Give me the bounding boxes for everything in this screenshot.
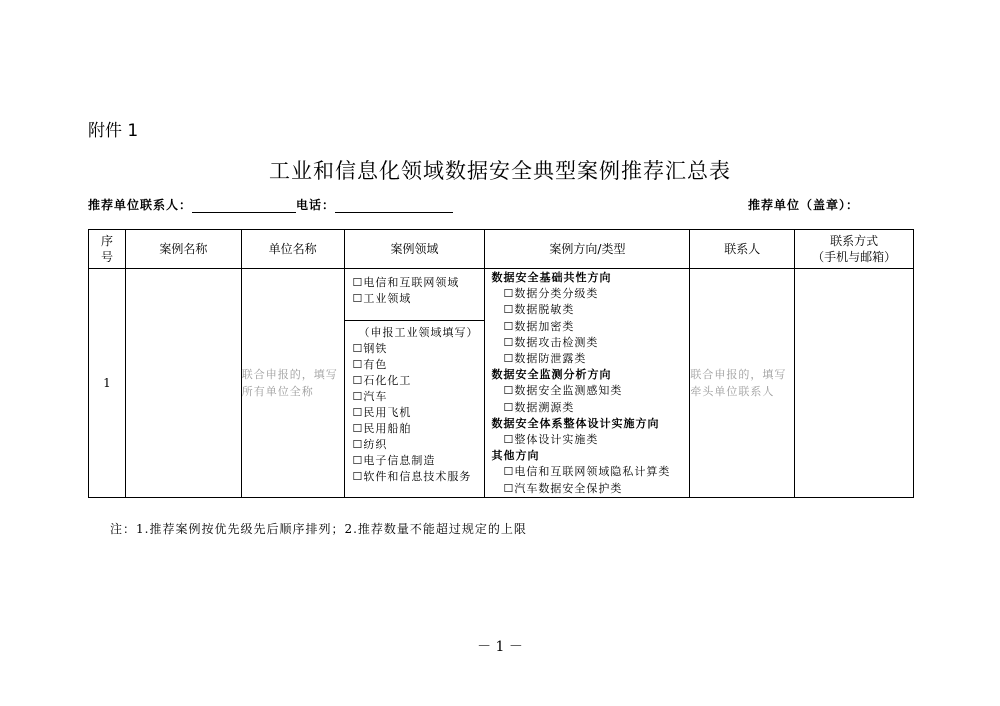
industry-option-steel[interactable]: ☐钢铁 — [352, 342, 388, 355]
header-case-name: 案例名称 — [125, 230, 241, 269]
direction-option-encryption[interactable]: ☐数据加密类 — [503, 319, 575, 333]
recommending-unit-label: 推荐单位（盖章）： — [748, 198, 860, 212]
direction-option-privacy-computing[interactable]: ☐电信和互联网领域隐私计算类 — [503, 465, 671, 479]
domain-top-options — [345, 269, 485, 321]
header-contact-method-line1: 联系方式 — [830, 234, 879, 248]
direction-option-classification[interactable]: ☐数据分类分级类 — [503, 287, 599, 301]
direction-option-traceability[interactable]: ☐数据溯源类 — [503, 400, 575, 414]
phone-blank[interactable] — [335, 198, 453, 213]
direction-option-monitoring-perception[interactable]: ☐数据安全监测感知类 — [503, 384, 623, 398]
direction-option-desensitization[interactable]: ☐数据脱敏类 — [503, 303, 575, 317]
domain-industry-sub-label: （申报工业领域填写） — [358, 326, 479, 339]
domain-industry-options — [345, 321, 485, 485]
domain-option-telecom[interactable]: ☐电信和互联网领域 — [352, 276, 460, 289]
header-contact-method-line2: （手机与邮箱） — [812, 250, 897, 264]
case-domain-cell — [344, 269, 485, 498]
domain-option-industry[interactable]: ☐工业领域 — [352, 292, 412, 305]
case-direction-cell — [485, 269, 690, 498]
contact-person-label: 推荐单位联系人： — [88, 198, 193, 212]
direction-group-other: 其他方向 — [491, 449, 540, 463]
phone-label: 电话： — [296, 198, 336, 212]
contact-person-blank[interactable] — [192, 198, 296, 213]
direction-group-basic: 数据安全基础共性方向 — [491, 271, 612, 284]
industry-option-civil-aircraft[interactable]: ☐民用飞机 — [352, 406, 412, 419]
footnote: 注：1.推荐案例按优先级先后顺序排列；2.推荐数量不能超过规定的上限 — [110, 522, 527, 536]
case-name-cell[interactable] — [125, 269, 241, 498]
header-contact-method — [795, 230, 914, 269]
case-summary-table — [88, 229, 914, 498]
direction-option-vehicle-data[interactable]: ☐汽车数据安全保护类 — [503, 481, 623, 495]
contact-method-cell[interactable] — [795, 269, 914, 498]
industry-option-software[interactable]: ☐软件和信息技术服务 — [352, 470, 472, 483]
header-seq: 序号 — [89, 230, 126, 269]
document-title: 工业和信息化领域数据安全典型案例推荐汇总表 — [269, 159, 731, 183]
page-number: － 1 － — [477, 639, 523, 655]
table-header-row — [89, 230, 914, 269]
contact-hint[interactable]: 联合申报的，填写牵头单位联系人 — [690, 269, 795, 498]
direction-option-attack-detection[interactable]: ☐数据攻击检测类 — [503, 335, 599, 349]
header-case-direction: 案例方向/类型 — [485, 230, 690, 269]
attachment-label: 附件 1 — [88, 121, 139, 141]
header-case-domain: 案例领域 — [344, 230, 485, 269]
table-row — [89, 269, 914, 498]
header-unit-name: 单位名称 — [241, 230, 344, 269]
direction-group-monitoring: 数据安全监测分析方向 — [491, 368, 612, 382]
unit-name-hint[interactable]: 联合申报的，填写所有单位全称 — [241, 269, 344, 498]
direction-option-leak-prevention[interactable]: ☐数据防泄露类 — [503, 352, 587, 366]
direction-option-overall-design[interactable]: ☐整体设计实施类 — [503, 433, 599, 447]
industry-option-textile[interactable]: ☐纺织 — [352, 438, 388, 451]
direction-group-system-design: 数据安全体系整体设计实施方向 — [491, 416, 660, 430]
industry-option-petrochemical[interactable]: ☐石化化工 — [352, 374, 412, 387]
industry-option-civil-ship[interactable]: ☐民用船舶 — [352, 422, 412, 435]
industry-option-nonferrous[interactable]: ☐有色 — [352, 358, 388, 371]
industry-option-electronics[interactable]: ☐电子信息制造 — [352, 454, 436, 467]
industry-option-automotive[interactable]: ☐汽车 — [352, 390, 388, 403]
contact-info-line — [88, 196, 453, 213]
header-contact: 联系人 — [690, 230, 795, 269]
row-seq: 1 — [89, 269, 126, 498]
